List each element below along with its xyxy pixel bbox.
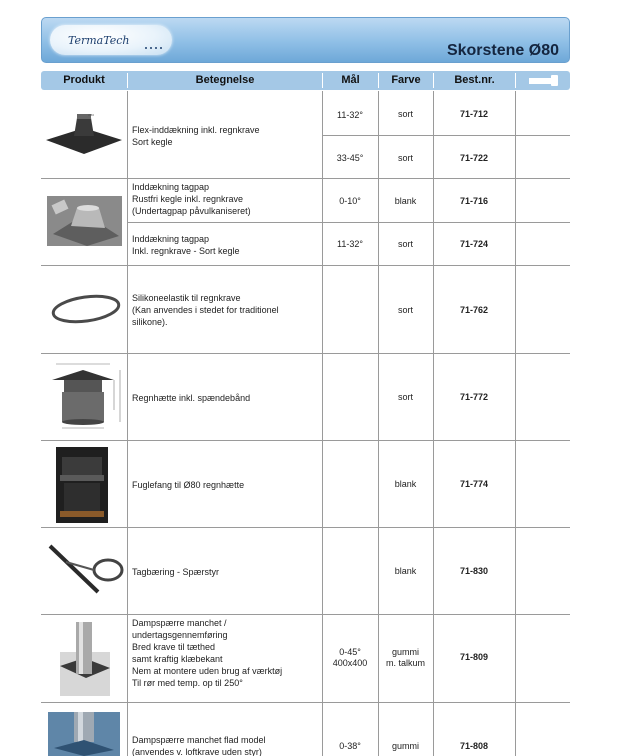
farve-value: sort (397, 153, 413, 163)
product-description: Dampspærre manchet flad model (anvendes v. loftkrave uden styr) (132, 735, 266, 756)
roof-bracket-icon (46, 540, 126, 596)
maal-value: 11-32° (337, 110, 363, 120)
bestnr-value: 71-830 (459, 566, 489, 576)
product-description: Silikoneelastik til regnkrave (Kan anvendes i stedet for traditionel silikone). (132, 293, 279, 327)
svg-text:Ø80: Ø80 (88, 113, 95, 117)
page-header (41, 17, 570, 63)
maal-value: 0-10° (339, 196, 361, 206)
bestnr-value: 71-716 (459, 196, 489, 206)
bestnr-value: 71-772 (459, 392, 489, 402)
brand-logo (50, 25, 172, 55)
product-description: Fuglefang til Ø80 regnhætte (132, 480, 245, 490)
bestnr-value: 71-762 (459, 305, 489, 315)
product-description: Inddækning tagpap Inkl. regnkrave - Sort kegle (132, 234, 240, 256)
maal-value: 11-32° (337, 239, 363, 249)
vapor-barrier-sleeve-icon (60, 622, 110, 696)
col-produkt: Produkt (63, 74, 105, 86)
col-betegnelse: Betegnelse (195, 74, 255, 86)
bestnr-value: 71-722 (459, 153, 489, 163)
product-description: Regnhætte inkl. spændebånd (132, 393, 251, 403)
table-header (41, 71, 570, 90)
rain-cap-icon (44, 360, 126, 432)
product-description: Flex-inddækning inkl. regnkrave Sort kegle (132, 125, 260, 147)
bestnr-value: 71-809 (459, 652, 489, 662)
bestnr-value: 71-808 (459, 741, 489, 751)
farve-value: sort (397, 392, 413, 402)
bestnr-value: 71-712 (459, 109, 489, 119)
pipe-icon (527, 74, 561, 87)
bestnr-value: 71-724 (459, 239, 489, 249)
farve-value: blank (394, 566, 417, 576)
bestnr-value: 71-774 (459, 479, 489, 489)
farve-value: sort (397, 305, 413, 315)
farve-value: gummi m. talkum (385, 647, 425, 668)
farve-value: gummi (391, 741, 419, 751)
maal-value: 0-38° (339, 741, 361, 751)
product-description: Dampspærre manchet / undertagsgennemføring Bred krave til tæthed samt kraftig klæbekant Nem at montere uden brug af værktøj Til rør med temp. op til 250° (132, 618, 283, 688)
page-title: Skorstene Ø80 (446, 42, 559, 59)
logo-dots-icon (144, 46, 162, 50)
col-farve: Farve (391, 74, 421, 86)
farve-value: blank (394, 196, 417, 206)
rust-cone-flashing-icon (47, 196, 122, 246)
product-description: Inddækning tagpap Rustfri kegle inkl. regnkrave (Undertagpap påvulkaniseret) (132, 182, 251, 216)
flat-sleeve-icon (48, 712, 120, 756)
col-bestnr: Best.nr. (454, 74, 495, 86)
bird-guard-icon (56, 447, 108, 523)
farve-value: blank (394, 479, 417, 489)
brand-logo-text: TermaTech (68, 34, 130, 47)
farve-value: sort (397, 239, 413, 249)
product-description: Tagbæring - Spærstyr (132, 567, 220, 577)
flat-roof-flashing-icon (44, 110, 124, 156)
farve-value: sort (397, 109, 413, 119)
col-maal: Mål (341, 74, 360, 86)
maal-value: 33-45° (336, 153, 364, 163)
maal-value: 0-45° 400x400 (332, 647, 368, 668)
silicone-band-icon (50, 290, 122, 328)
